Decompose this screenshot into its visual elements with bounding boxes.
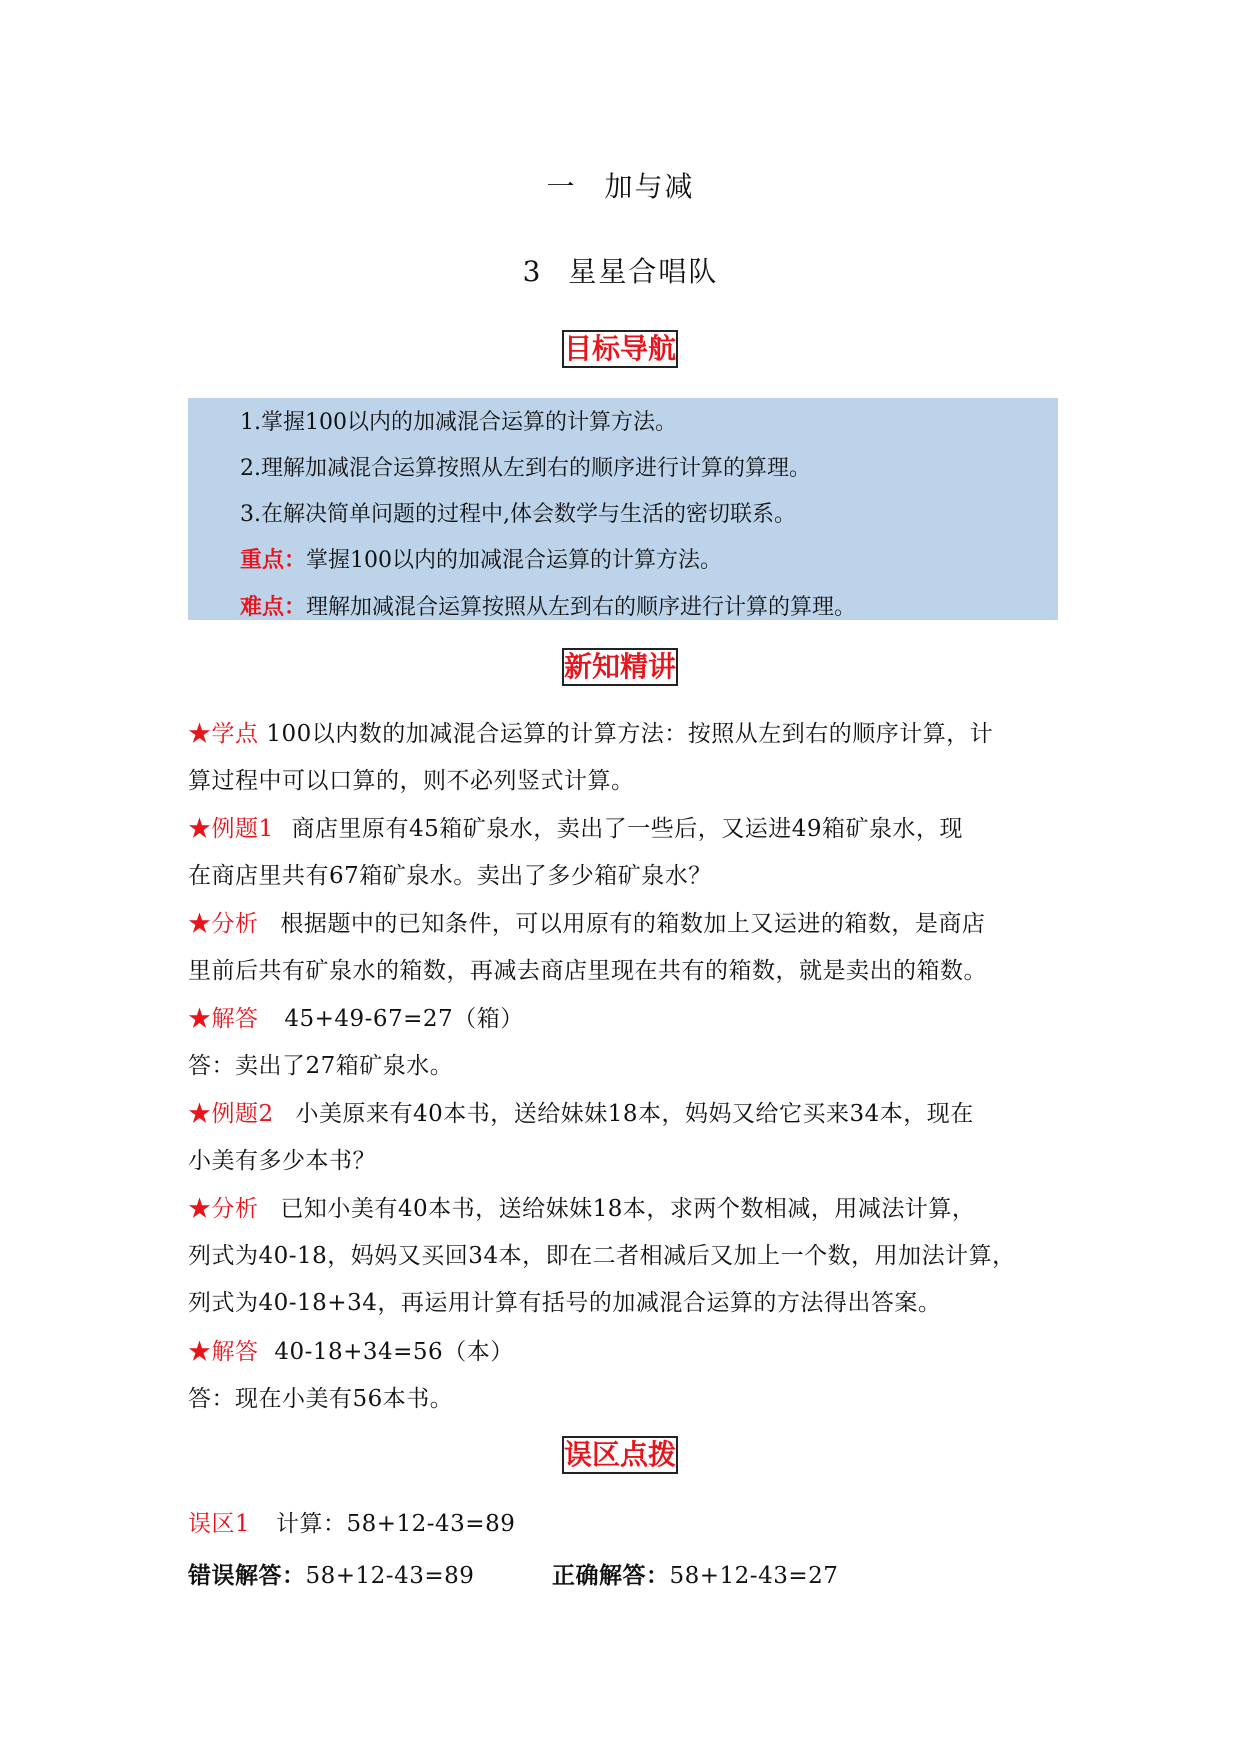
- mistake1-text: 计算：58+12-43=89: [275, 1511, 516, 1537]
- example2-text-1: 小美原来有40本书，送给妹妹18本，妈妈又给它买来34本，现在: [295, 1101, 974, 1127]
- analysis2-line1: [188, 1190, 975, 1223]
- right-answer-label: 正确解答：: [552, 1562, 670, 1589]
- answer1: 答：卖出了27箱矿泉水。: [188, 1053, 454, 1079]
- analysis2-line2: 列式为40-18，妈妈又买回34本，即在二者相减后又加上一个数，用加法计算，: [188, 1243, 1016, 1269]
- example2-label: ★例题2: [188, 1101, 274, 1127]
- difficulty-text: 理解加减混合运算按照从左到右的顺序进行计算的算理。: [306, 595, 857, 620]
- key-point-label: 重点：: [240, 547, 307, 573]
- mistake1-label: 误区1: [188, 1511, 251, 1537]
- solution2-label: ★解答: [188, 1339, 259, 1365]
- goal-item-1: 1.掌握100以内的加减混合运算的计算方法。: [240, 410, 677, 435]
- analysis2-label: ★分析: [188, 1196, 259, 1222]
- point-label: ★学点: [188, 721, 259, 747]
- solution1-text: 45+49-67=27（箱）: [284, 1006, 524, 1032]
- solution1: [188, 1000, 524, 1033]
- knowledge-heading: 新知精讲: [562, 648, 678, 686]
- right-answer-text: 58+12-43=27: [669, 1563, 839, 1589]
- lesson-title: [0, 250, 1241, 290]
- analysis1-line1: [188, 905, 985, 938]
- solution1-label: ★解答: [188, 1006, 259, 1032]
- solution2-text: 40-18+34=56（本）: [274, 1339, 514, 1365]
- goal-item-2: 2.理解加减混合运算按照从左到右的顺序进行计算的算理。: [240, 456, 811, 481]
- key-point-text: 掌握100以内的加减混合运算的计算方法。: [306, 548, 723, 573]
- example2-line1: [188, 1095, 974, 1128]
- chapter-name: 加与减: [604, 170, 695, 203]
- solution2: [188, 1333, 514, 1366]
- difficulty-label: 难点：: [240, 594, 307, 620]
- goals-heading: 目标导航: [562, 330, 678, 368]
- analysis2-line3: 列式为40-18+34，再运用计算有括号的加减混合运算的方法得出答案。: [188, 1290, 942, 1316]
- mistake1: [188, 1505, 515, 1538]
- example2-line2: 小美有多少本书？: [188, 1148, 376, 1174]
- wrong-answer-label: 错误解答：: [188, 1562, 306, 1589]
- example1-line2: 在商店里共有67箱矿泉水。卖出了多少箱矿泉水？: [188, 863, 712, 889]
- example1-label: ★例题1: [188, 816, 274, 842]
- difficulty-point: [240, 590, 856, 621]
- mistakes-heading: 误区点拨: [562, 1436, 678, 1474]
- example1-text-1: 商店里原有45箱矿泉水，卖出了一些后，又运进49箱矿泉水，现: [291, 816, 963, 842]
- knowledge-point-line2: 算过程中可以口算的，则不必列竖式计算。: [188, 768, 635, 794]
- example1-line1: [188, 810, 963, 843]
- lesson-name: 星星合唱队: [568, 255, 719, 288]
- wrong-answer-text: 58+12-43=89: [305, 1563, 475, 1589]
- right-answer: [552, 1557, 838, 1590]
- wrong-answer: [188, 1557, 474, 1590]
- analysis2-text-1: 已知小美有40本书，送给妹妹18本，求两个数相减，用减法计算，: [280, 1196, 976, 1222]
- point-text-1: 100以内数的加减混合运算的计算方法：按照从左到右的顺序计算，计: [266, 721, 994, 747]
- key-point: [240, 543, 722, 574]
- chapter-title: [0, 165, 1241, 205]
- analysis1-label: ★分析: [188, 911, 259, 937]
- analysis1-text-1: 根据题中的已知条件，可以用原有的箱数加上又运进的箱数，是商店: [280, 911, 986, 937]
- knowledge-point-line1: [188, 715, 993, 748]
- lesson-number: 3: [522, 255, 543, 288]
- goal-item-3: 3.在解决简单问题的过程中,体会数学与生活的密切联系。: [240, 502, 796, 527]
- analysis1-line2: 里前后共有矿泉水的箱数，再减去商店里现在共有的箱数，就是卖出的箱数。: [188, 958, 987, 984]
- answer2: 答：现在小美有56本书。: [188, 1386, 454, 1412]
- chapter-number: 一: [546, 170, 577, 203]
